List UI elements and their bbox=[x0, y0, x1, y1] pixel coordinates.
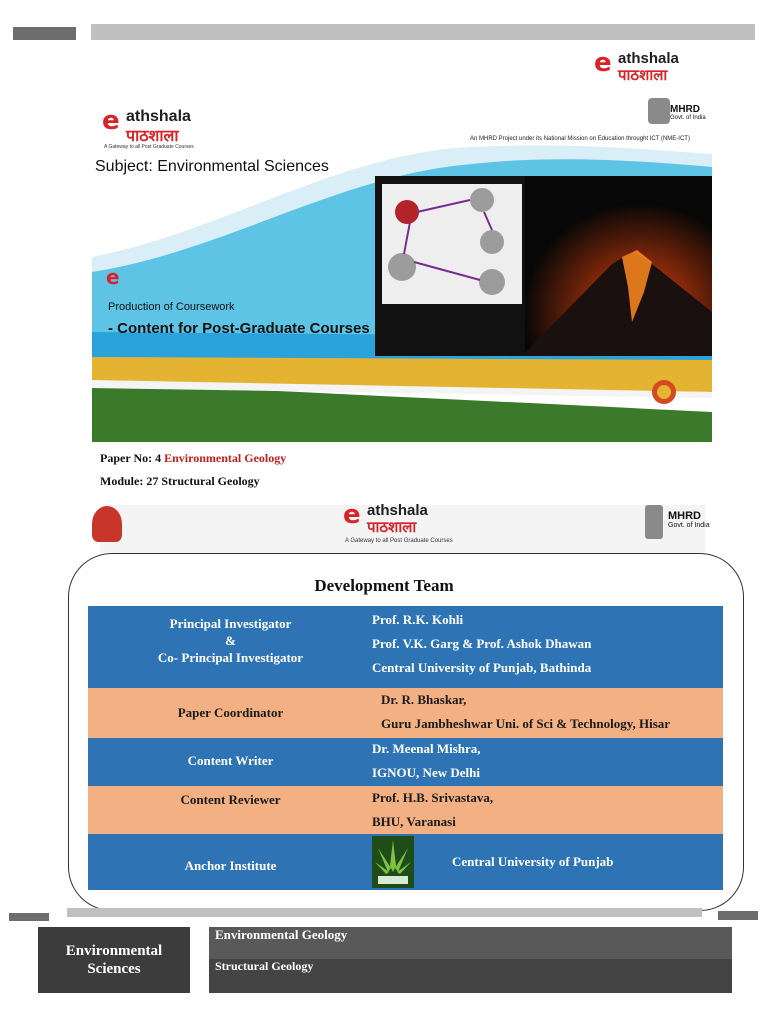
team-row-value bbox=[372, 608, 591, 680]
value-line: Dr. R. Bhaskar, bbox=[381, 692, 467, 707]
epathshala-e-icon: e bbox=[102, 106, 120, 136]
paper-name: Environmental Geology bbox=[164, 451, 287, 465]
logo-tagline: A Gateway to all Post Graduate Courses bbox=[345, 538, 453, 544]
logo-brand-en: athshala bbox=[126, 108, 191, 125]
team-row-label: Content Writer bbox=[187, 753, 274, 768]
mhrd-project-line: An MHRD Project under its National Mission on Education throught ICT (NME-ICT) bbox=[470, 136, 690, 142]
epathshala-e-icon: e bbox=[594, 48, 612, 78]
logo-brand-hi: पाठशाला bbox=[126, 126, 179, 145]
label-line: Co- Principal Investigator bbox=[157, 650, 304, 665]
content-label: - Content for Post-Graduate Courses bbox=[108, 320, 370, 337]
value-line: BHU, Varanasi bbox=[372, 814, 456, 829]
footer-bar-left bbox=[9, 913, 49, 921]
footer-bar-right bbox=[718, 911, 758, 920]
value-line: Dr. Meenal Mishra, bbox=[372, 741, 481, 756]
value-line: Central University of Punjab, Bathinda bbox=[372, 660, 592, 675]
top-bar-left bbox=[13, 27, 76, 40]
svg-text:e: e bbox=[106, 265, 120, 289]
value-line: Prof. R.K. Kohli bbox=[372, 612, 464, 627]
team-row-value bbox=[372, 737, 481, 785]
team-row-label: Content Reviewer bbox=[180, 792, 281, 807]
mhrd-title: MHRD bbox=[670, 104, 700, 115]
value-line: IGNOU, New Delhi bbox=[372, 765, 480, 780]
team-row-value: Central University of Punjab bbox=[452, 854, 614, 869]
logo-tagline: A Gateway to all Post Graduate Courses bbox=[104, 144, 194, 150]
footer-module-label: Structural Geology bbox=[215, 959, 314, 973]
team-row-principal-investigator bbox=[88, 606, 723, 688]
mhrd-subtitle: Govt. of India bbox=[670, 115, 706, 121]
value-line: Prof. H.B. Srivastava, bbox=[372, 790, 494, 805]
epathshala-logo-banner bbox=[102, 106, 232, 152]
epathshala-e-icon: e bbox=[343, 500, 361, 530]
value-line: Prof. V.K. Garg & Prof. Ashok Dhawan bbox=[372, 636, 592, 651]
team-row-anchor-institute bbox=[88, 834, 723, 890]
mhrd-emblem-icon bbox=[645, 505, 663, 539]
module-line: Module: 27 Structural Geology bbox=[100, 474, 260, 488]
team-row-label: Anchor Institute bbox=[184, 858, 277, 873]
logo-brand-en: athshala bbox=[367, 502, 428, 519]
mhrd-label-banner bbox=[670, 104, 706, 121]
university-emblem-icon bbox=[92, 506, 122, 542]
footer-paper-label: Environmental Geology bbox=[215, 927, 348, 942]
team-row-value bbox=[381, 688, 670, 736]
mhrd-subtitle: Govt. of India bbox=[668, 522, 710, 529]
team-row-content-reviewer bbox=[88, 786, 723, 834]
paper-line bbox=[100, 451, 286, 466]
logo-brand-hi: पाठशाला bbox=[367, 518, 417, 536]
cup-logo-icon bbox=[372, 836, 414, 888]
top-bar-right bbox=[91, 24, 755, 40]
logo-brand-en: athshala bbox=[618, 50, 679, 67]
mhrd-label-middle bbox=[668, 510, 710, 529]
team-row-label bbox=[88, 615, 373, 666]
team-row-paper-coordinator bbox=[88, 688, 723, 738]
epathshala-logo-middle bbox=[343, 500, 473, 548]
team-row-content-writer bbox=[88, 738, 723, 786]
production-label: Production of Coursework bbox=[108, 301, 235, 313]
footer-bar-middle bbox=[67, 908, 702, 917]
footer-subject-label: Environmental Sciences bbox=[65, 943, 163, 977]
label-line: Principal Investigator bbox=[169, 616, 292, 631]
subject-title: Subject: Environmental Sciences bbox=[95, 158, 329, 175]
development-team-title: Development Team bbox=[314, 576, 454, 595]
mhrd-title: MHRD bbox=[668, 510, 701, 522]
logo-brand-hi: पाठशाला bbox=[618, 66, 668, 84]
team-row-value bbox=[372, 786, 493, 834]
paper-prefix: Paper No: 4 bbox=[100, 451, 165, 465]
team-row-label: Paper Coordinator bbox=[177, 705, 284, 720]
label-line: & bbox=[225, 633, 236, 648]
value-line: Guru Jambheshwar Uni. of Sci & Technology, Hisar bbox=[381, 716, 671, 731]
epathshala-logo-top bbox=[594, 48, 714, 84]
